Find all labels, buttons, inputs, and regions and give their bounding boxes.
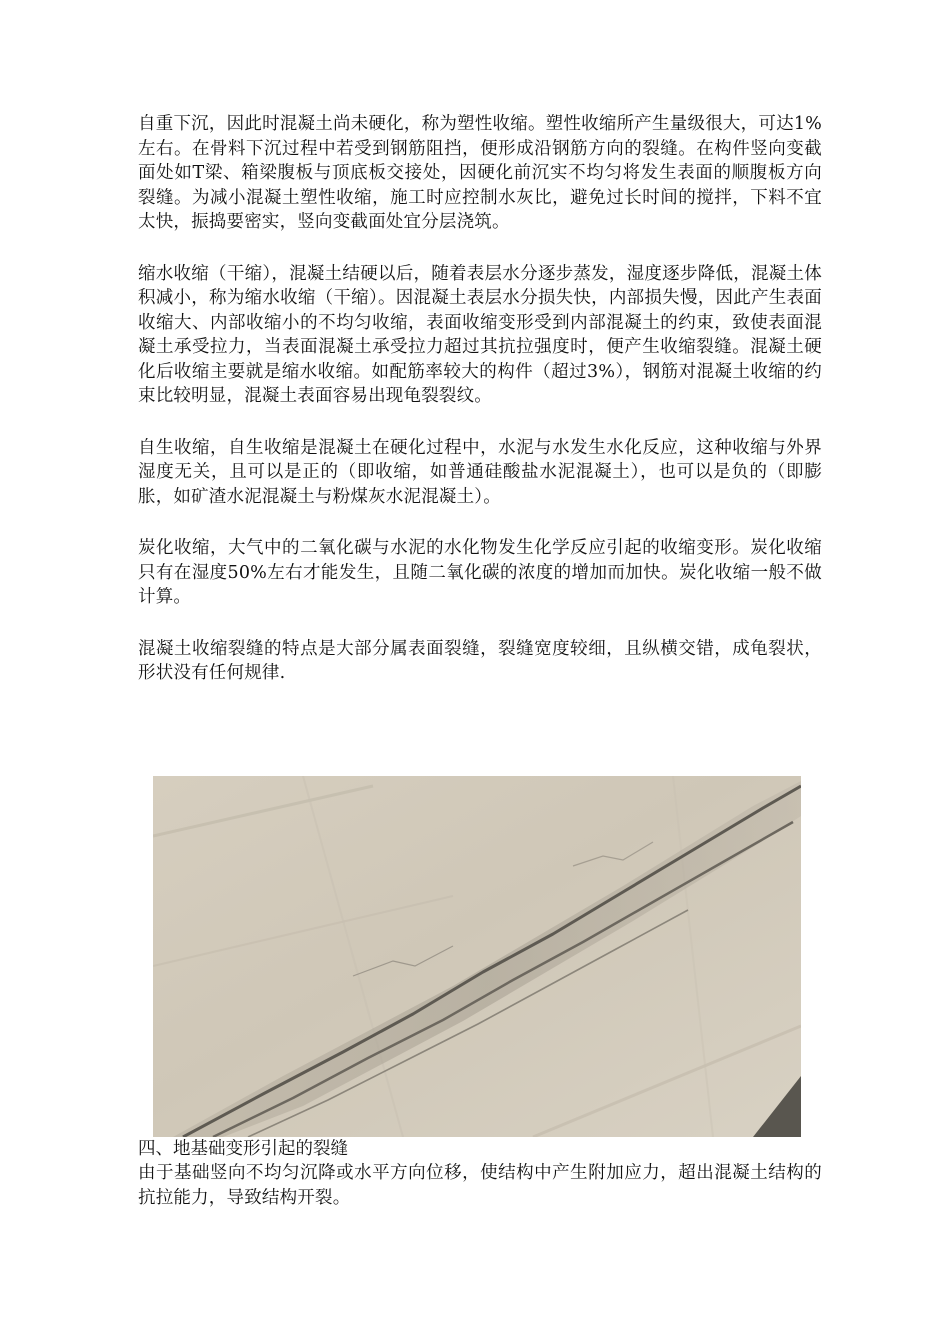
paragraph-drying-shrinkage: 缩水收缩（干缩），混凝土结硬以后，随着表层水分逐步蒸发，湿度逐步降低，混凝土体积减小，称为缩水收缩（干缩）。因混凝土表层水分损失快，内部损失慢，因此产生表面收缩大、内部收缩小的不均匀收缩，表面收缩变形受到内部混凝土的约束，致使表面混凝土承受拉力，当表面混凝土承受拉力超过其抗拉强度时，便产生收缩裂缝。混凝土硬化后收缩主要就是缩水收缩。如配筋率较大的构件（超过3%），钢筋对混凝土收缩的约束比较明显，混凝土表面容易出现龟裂裂纹。 xyxy=(138,263,822,406)
section-heading: 四、地基础变形引起的裂缝 xyxy=(138,1139,348,1159)
paragraph-foundation-deformation: 由于基础竖向不均匀沉降或水平方向位移，使结构中产生附加应力，超出混凝土结构的抗拉能力，导致结构开裂。 xyxy=(138,1163,822,1208)
paragraph-carbonation-shrinkage: 炭化收缩，大气中的二氧化碳与水泥的水化物发生化学反应引起的收缩变形。炭化收缩只有在湿度50%左右才能发生，且随二氧化碳的浓度的增加而加快。炭化收缩一般不做计算。 xyxy=(138,538,822,607)
concrete-crack-illustration xyxy=(153,776,801,1137)
paragraph-crack-characteristics: 混凝土收缩裂缝的特点是大部分属表面裂缝，裂缝宽度较细，且纵横交错，成龟裂状，形状没有任何规律. xyxy=(138,638,822,683)
document-body xyxy=(138,112,822,713)
concrete-crack-photo xyxy=(153,776,801,1137)
paragraph-autogenous-shrinkage: 自生收缩，自生收缩是混凝土在硬化过程中，水泥与水发生水化反应，这种收缩与外界湿度无关，且可以是正的（即收缩，如普通硅酸盐水泥混凝土），也可以是负的（即膨胀，如矿渣水泥混凝土与粉煤灰水泥混凝土）。 xyxy=(138,437,822,507)
paragraph-plastic-shrinkage: 自重下沉，因此时混凝土尚未硬化，称为塑性收缩。塑性收缩所产生量级很大，可达1%左右。在骨料下沉过程中若受到钢筋阻挡，便形成沿钢筋方向的裂缝。在构件竖向变截面处如T梁、箱梁腹板与顶底板交接处，因硬化前沉实不均匀将发生表面的顺腹板方向裂缝。为减小混凝土塑性收缩，施工时应控制水灰比，避免过长时间的搅拌，下料不宜太快，振捣要密实，竖向变截面处宜分层浇筑。 xyxy=(138,114,822,232)
